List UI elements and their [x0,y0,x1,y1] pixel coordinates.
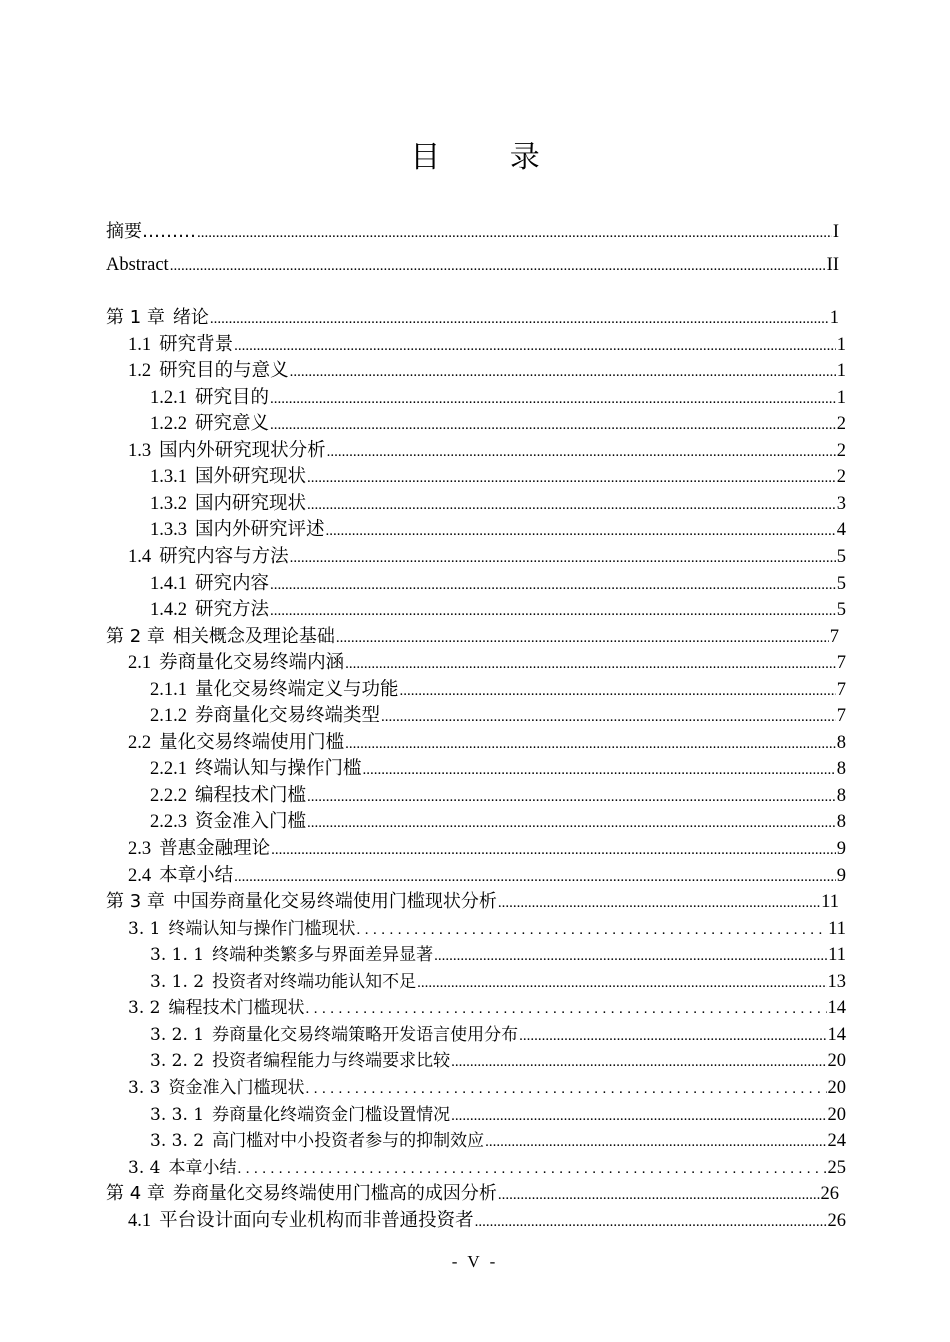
leader-dots [485,1132,826,1154]
toc-page-number: 9 [836,865,846,886]
leader-dots [475,1212,827,1234]
toc-entry-text: 研究内容与方法 [159,546,289,567]
toc-entry-label [150,969,416,995]
toc-entry-label [150,942,433,968]
toc-entry-number: 第 2 章 [106,625,165,647]
toc-chapter-entry[interactable] [106,305,839,331]
toc-page-number: 7 [836,706,846,727]
toc-entry-number: 1.2 [128,361,152,382]
leader-dots [307,495,836,517]
leader-dots [290,548,836,570]
toc-entry-label [128,544,289,570]
toc-entry-label [106,624,335,650]
leader-dots [327,442,836,464]
toc-entry-number: 1.2.1 [150,387,187,408]
toc-page-number: 2 [836,467,846,488]
toc-page-number: 1 [836,361,846,382]
toc-entry-label [150,597,269,623]
toc-page-number: 8 [836,812,846,833]
page-footer: - V - [451,1252,499,1271]
toc-entry-number: 第 3 章 [106,891,165,913]
toc-page-number: 7 [829,626,839,647]
leader-dots [234,336,836,358]
toc-page-number: 1 [836,334,846,355]
toc-entry[interactable] [150,942,846,968]
toc-entry-label [150,517,325,543]
toc-entry-number: 2.2.1 [150,759,187,780]
toc-entry-label [128,438,326,464]
toc-entry-number: 1.4 [128,546,152,567]
toc-entry[interactable] [128,650,846,676]
toc-entry-text: 研究目的与意义 [159,361,289,382]
toc-entry[interactable] [150,464,846,490]
leader-dots [451,1052,826,1074]
toc-page-number: 14 [827,1024,846,1045]
toc-entry-number: 1.1 [128,334,152,355]
toc-entry-number: 3. 3. 2 [150,1131,205,1152]
toc-entry[interactable] [128,730,846,756]
toc-entry-label [128,730,344,756]
toc-entry[interactable] [150,1048,846,1074]
toc-entry-number: 1.3.3 [150,520,187,541]
toc-entry-text: 本章小结 [168,1157,237,1178]
leader-dots [363,760,836,782]
toc-entry-text: 投资者对终端功能认知不足 [212,971,417,992]
toc-entry-label [128,1155,236,1181]
toc-entry-text: 终端认知与操作门槛 [195,759,362,780]
toc-entry[interactable] [128,1208,846,1234]
toc-entry-text: 国内外研究现状分析 [159,440,326,461]
toc-entry-number: 3. 1. 1 [150,945,205,966]
leader-dots [345,734,836,756]
toc-entry-label [128,332,233,358]
toc-entry[interactable] [150,571,846,597]
toc-page-number: 4 [836,520,846,541]
toc-entry-text: 国内外研究评述 [195,520,325,541]
toc-entry[interactable] [150,756,846,782]
toc-entry-number: 1.4.1 [150,573,187,594]
toc-entry[interactable] [128,1155,846,1181]
toc-chapter-entry[interactable] [106,1181,839,1207]
toc-entry-number: 1.3.1 [150,467,187,488]
toc-page-number: 13 [827,971,846,992]
toc-entry[interactable] [150,809,846,835]
toc-entry-label [128,995,304,1021]
toc-entry-label [150,385,269,411]
leader-dots [234,867,836,889]
toc-entry[interactable] [150,703,846,729]
toc-entry[interactable] [128,863,846,889]
toc-page-number: 14 [827,998,846,1019]
toc-entry-label: Abstract [106,255,169,275]
leader-dots [381,707,836,729]
toc-entry-text: 资金准入门槛现状 [168,1077,305,1098]
leader-dots [519,1026,826,1048]
leader-dots [326,521,836,543]
toc-entry-text: 券商量化交易终端使用门槛高的成因分析 [172,1183,497,1205]
toc-entry-text: 编程技术门槛 [195,785,307,806]
toc-entry[interactable] [150,1022,846,1048]
leader-dots [270,601,836,623]
leader-dots [498,1185,820,1207]
toc-page-number: 1 [829,308,839,328]
toc-entry[interactable] [150,1128,846,1154]
leader-dots [307,813,836,835]
toc-page-number: 2 [836,414,846,435]
toc-page-number: 11 [828,918,846,939]
toc-entry[interactable] [128,836,846,862]
leader-dots [400,681,836,703]
toc-entry-text: 研究意义 [195,414,270,435]
leader-dots [434,946,827,968]
leader-dots [305,1079,826,1101]
toc-entry-text: 研究目的 [195,387,270,408]
toc-entry[interactable] [128,332,846,358]
toc-entry-label [150,1102,450,1128]
toc-entry-label [150,809,306,835]
toc-entry[interactable] [128,1075,846,1101]
toc-page-number: 1 [836,387,846,408]
toc-entry-text: 中国券商量化交易终端使用门槛现状分析 [172,891,497,913]
toc-entry-number: 3. 2 [128,998,161,1019]
toc-entry-text: 终端认知与操作门槛现状 [168,918,356,939]
leader-dots [290,362,836,384]
leader-dots [271,840,836,862]
toc-entry[interactable] [150,677,846,703]
toc-entry-label [150,411,269,437]
toc-entry-label [128,863,233,889]
leader-dots [170,256,826,278]
toc-entry-label [150,756,362,782]
toc-page-number: 5 [836,600,846,621]
toc-entry-number: 2.3 [128,839,152,859]
toc-entry-label [128,358,289,384]
toc-entry-number: 3. 1 [128,918,161,939]
toc-entry-text: 编程技术门槛现状 [168,998,305,1019]
toc-entry-number: 3. 4 [128,1157,161,1178]
toc-entry-text: 研究内容 [195,573,270,594]
toc-entry-label [128,650,344,676]
toc-entry-number: 2.4 [128,865,152,886]
leader-dots [270,575,836,597]
toc-entry-number: 3. 1. 2 [150,971,205,992]
toc-entry-label [106,1181,497,1207]
toc-entry-label [150,783,306,809]
toc-page-number: 25 [827,1157,846,1178]
toc-entry-label [128,836,270,862]
toc-entry-label: 摘要……… [106,221,196,242]
toc-entry-text: 量化交易终端使用门槛 [159,732,345,753]
toc-entry[interactable] [150,491,846,517]
toc-page-number: 5 [836,546,846,567]
leader-dots [356,920,827,942]
toc-entry-number: 2.2.2 [150,785,187,806]
toc-entry-text: 本章小结 [159,865,234,886]
toc-entry-text: 相关概念及理论基础 [172,625,335,647]
toc-page-number: 5 [836,573,846,594]
toc-page-number: 9 [836,839,846,859]
toc-entry-text: 平台设计面向专业机构而非普通投资者 [159,1210,474,1231]
leader-dots [305,999,826,1021]
toc-entry[interactable] [128,358,846,384]
toc-entry-label [150,1048,450,1074]
toc-entry-text: 券商量化交易终端内涵 [159,653,345,674]
toc-page-number: 8 [836,759,846,780]
toc-entry-label [150,464,306,490]
toc-entry-label [150,491,306,517]
toc-page-number: 26 [827,1210,846,1231]
leader-dots [307,787,836,809]
leader-dots [498,893,820,915]
toc-entry-label [150,677,399,703]
toc-entry-number: 2.1.1 [150,679,187,700]
toc-entry-text: 终端种类繁多与界面差异显著 [212,945,434,966]
toc-entry-number: 1.3.2 [150,493,187,514]
toc-page-number: 11 [821,892,839,913]
leader-dots [307,468,836,490]
leader-dots [336,628,829,650]
toc-entry[interactable] [150,1102,846,1128]
toc-entry[interactable] [128,995,846,1021]
toc-chapter-entry[interactable] [106,624,839,650]
toc-entry-number: 2.2.3 [150,812,187,833]
toc-entry-number: 2.1 [128,653,152,674]
toc-entry-number: 1.3 [128,440,152,461]
toc-entry[interactable] [106,252,839,278]
toc-entry-label [128,1075,304,1101]
leader-dots [451,1106,826,1128]
toc-page-number: 20 [827,1104,846,1125]
toc-page-number: 26 [820,1184,839,1205]
toc-entry-text: 研究方法 [195,600,270,621]
toc-page-number: 8 [836,732,846,753]
leader-dots [270,389,836,411]
toc-entry-text: 国内研究现状 [195,493,307,514]
toc-entry[interactable] [128,916,846,942]
leader-dots [237,1159,826,1181]
leader-dots [345,654,836,676]
toc-entry-label [150,703,380,729]
toc-entry-label [128,916,355,942]
toc-entry[interactable] [150,783,846,809]
toc-page-number: 11 [828,945,846,966]
toc-entry-number: 2.2 [128,732,152,753]
toc-entry[interactable] [150,969,846,995]
toc-page-number: II [826,255,839,275]
toc-entry-label [128,1208,474,1234]
toc-entry[interactable] [128,438,846,464]
toc-page-number: I [832,222,839,242]
toc-page-number: 3 [836,493,846,514]
toc-entry-text: 国外研究现状 [195,467,307,488]
toc-entry-number: 3. 3 [128,1077,161,1098]
leader-dots [197,223,832,245]
toc-entry-number: 3. 3. 1 [150,1104,205,1125]
toc-page-number: 20 [827,1077,846,1098]
toc-entry-number: 1.2.2 [150,414,187,435]
toc-entry-text: 高门槛对中小投资者参与的抑制效应 [212,1131,485,1152]
toc-entry-number: 第 4 章 [106,1183,165,1205]
leader-dots [210,309,829,331]
leader-dots [417,973,826,995]
toc-page-number: 24 [827,1131,846,1152]
toc-entry-number: 1.4.2 [150,600,187,621]
toc-page-number: 2 [836,440,846,461]
toc-entry-label [150,1022,518,1048]
leader-dots [270,415,836,437]
toc-entry-text: 绪论 [172,307,209,328]
toc-entry[interactable] [128,544,846,570]
toc-entry-label [150,571,269,597]
toc-entry-number: 3. 2. 2 [150,1051,205,1072]
toc-page-number: 7 [836,653,846,674]
toc-entry-number: 3. 2. 1 [150,1024,205,1045]
toc-entry[interactable] [150,411,846,437]
toc-entry-label [106,889,497,915]
toc-entry-text: 量化交易终端定义与功能 [195,679,399,700]
toc-entry[interactable] [106,219,839,245]
toc-entry-number: 第 1 章 [106,307,165,328]
toc-page-number: 8 [836,785,846,806]
toc-entry[interactable] [150,517,846,543]
toc-chapter-entry[interactable] [106,889,839,915]
toc-entry-number: 4.1 [128,1210,152,1231]
toc-entry-number: 2.1.2 [150,706,187,727]
toc-entry[interactable] [150,385,846,411]
toc-entry[interactable] [150,597,846,623]
toc-page-number: 20 [827,1051,846,1072]
toc-entry-text: 研究背景 [159,334,234,355]
toc-entry-text: 资金准入门槛 [195,812,307,833]
toc-entry-text: 普惠金融理论 [159,839,271,859]
toc-entry-label [150,1128,484,1154]
toc-entry-text: 券商量化交易终端策略开发语言使用分布 [212,1024,519,1045]
toc-title: 目 录 [410,140,570,175]
toc-page-number: 7 [836,679,846,700]
toc-entry-text: 券商量化交易终端类型 [195,706,381,727]
toc-entry-label [106,305,209,331]
toc-entry-text: 券商量化终端资金门槛设置情况 [212,1104,451,1125]
toc-entry-text: 投资者编程能力与终端要求比较 [212,1051,451,1072]
